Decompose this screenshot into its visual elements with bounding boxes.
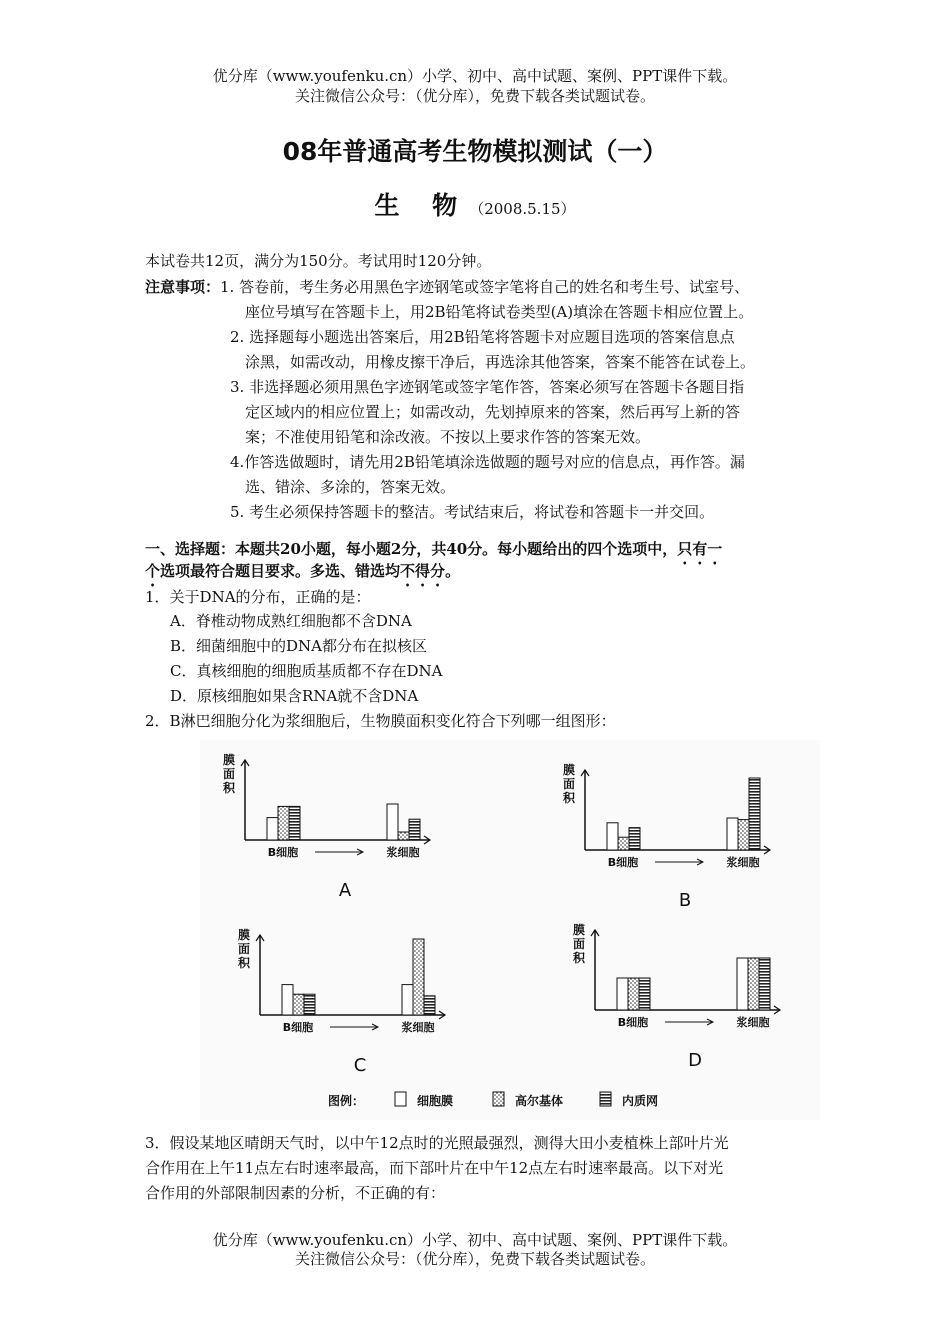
chart-panel-a (223, 752, 430, 901)
y-axis-label-char: 积 (563, 791, 576, 805)
q1-option-c: C．真核细胞的细胞质基质都不存在DNA (170, 662, 443, 680)
category-label: 浆细胞 (401, 1021, 435, 1034)
notice-item: 3. 非选择题必须用黑色字迹钢笔或签字笔作答，答案必须写在答题卡各题目指 (230, 378, 745, 396)
y-axis-label-char: 面 (223, 767, 236, 781)
section1-text: 符合题目要求。多选、错选均 (205, 562, 401, 580)
q1-option-b: B．细菌细胞中的DNA都分布在拟核区 (170, 637, 428, 655)
bar-golgi (413, 939, 424, 1015)
category-label: B细胞 (607, 856, 639, 869)
notice-item: 座位号填写在答题卡上，用2B铅笔将试卷类型(A)填涂在答题卡相应位置上。 (245, 303, 754, 321)
panel-label: A (338, 880, 352, 901)
membrane-area-charts (200, 740, 820, 1120)
membrane-area-figure (200, 740, 820, 1120)
notice-item: 涂黑，如需改动，用橡皮擦干净后，再选涂其他答案，答案不能答在试卷上。 (245, 353, 756, 371)
bar-golgi (748, 958, 759, 1010)
bar-golgi (738, 820, 749, 850)
notice-item: 5. 考生必须保持答题卡的整洁。考试结束后，将试卷和答题卡一并交回。 (230, 503, 715, 521)
section1-emphasis: 不得分 (400, 562, 446, 580)
y-axis-label-char: 积 (573, 951, 586, 965)
q1-option-a: A．脊椎动物成熟红细胞都不含DNA (170, 612, 412, 630)
y-axis-label-char: 膜 (573, 923, 586, 937)
q1-stem: 1．关于DNA的分布，正确的是： (145, 588, 371, 606)
bar-cell-membrane (267, 818, 278, 840)
bar-er (749, 778, 760, 850)
notice-item: 2. 选择题每小题选出答案后，用2B铅笔将答题卡对应题目选项的答案信息点 (230, 328, 735, 346)
notice-item: 4.作答选做题时，请先用2B铅笔填涂选做题的题号对应的信息点，再作答。漏 (230, 453, 745, 471)
category-label: 浆细胞 (736, 1016, 770, 1029)
legend-swatch (600, 1092, 611, 1106)
y-axis-label-char: 积 (238, 956, 251, 970)
exam-date: （2008.5.15） (469, 200, 576, 218)
category-label: 浆细胞 (726, 856, 760, 869)
y-axis-label-char: 积 (223, 781, 236, 795)
legend-entry: 细胞膜 (417, 1094, 454, 1108)
bar-cell-membrane (387, 804, 398, 840)
notice-item: 案；不准使用铅笔和涂改液。不按以上要求作答的答案无效。 (245, 428, 651, 446)
footer-line-1: 优分库（www.youfenku.cn）小学、初中、高中试题、案例、PPT课件下载。 (212, 1231, 738, 1249)
category-label: 浆细胞 (386, 846, 420, 859)
section1-emphasis: 只有一 (677, 540, 723, 558)
notice-row-1 (145, 278, 749, 296)
bar-cell-membrane (607, 823, 618, 850)
category-label: B细胞 (282, 1021, 314, 1034)
notice-label: 注意事项： (145, 278, 221, 296)
panel-label: D (688, 1050, 702, 1071)
bar-cell-membrane (402, 985, 413, 1015)
q3-line-1: 3．假设某地区晴朗天气时，以中午12点时的光照最强烈，测得大田小麦植株上部叶片光 (145, 1134, 729, 1152)
bar-cell-membrane (727, 818, 738, 850)
legend-swatch (493, 1092, 504, 1106)
category-label: B细胞 (617, 1016, 649, 1029)
y-axis-label-char: 膜 (563, 763, 576, 777)
notice-item: 选、错涂、多涂的，答案无效。 (245, 478, 456, 496)
y-axis-label-char: 面 (563, 777, 576, 791)
y-axis-label-char: 膜 (223, 753, 236, 767)
bar-er (289, 806, 300, 840)
chart-panel-b (563, 762, 770, 911)
chart-panel-d (573, 922, 780, 1071)
header-line-1: 优分库（www.youfenku.cn）小学、初中、高中试题、案例、PPT课件下载。 (212, 67, 738, 85)
bar-golgi (628, 978, 639, 1010)
legend-swatch (395, 1092, 406, 1106)
bar-cell-membrane (617, 978, 628, 1010)
y-axis-label-char: 面 (573, 937, 586, 951)
bar-er (629, 828, 640, 850)
legend-entry: 内质网 (622, 1094, 659, 1108)
panel-label: C (353, 1055, 367, 1076)
bar-cell-membrane (282, 985, 293, 1015)
y-axis-label-char: 面 (238, 942, 251, 956)
subject-name: 生 物 (374, 191, 470, 220)
section1-text: 一、选择题：本题共20小题，每小题2分，共40分。每小题给出的四个选项中， (145, 540, 678, 558)
section1-heading-line2 (145, 562, 460, 590)
bar-cell-membrane (737, 958, 748, 1010)
bar-er (409, 819, 420, 840)
page-title: 08年普通高考生物模拟测试（一） (282, 137, 668, 166)
legend-title: 图例： (328, 1094, 365, 1108)
q1-option-d: D．原核细胞如果含RNA就不含DNA (170, 687, 419, 705)
section1-text: 。 (445, 562, 461, 580)
bar-golgi (398, 832, 409, 840)
category-label: B细胞 (267, 846, 299, 859)
notice-item: 1. 答卷前，考生务必用黑色字迹钢笔或签字笔将自己的姓名和考生号、试室号、 (220, 278, 750, 296)
q2-stem: 2．B淋巴细胞分化为浆细胞后，生物膜面积变化符合下列哪一组图形： (145, 712, 616, 730)
intro-text: 本试卷共12页，满分为150分。考试用时120分钟。 (145, 252, 492, 270)
section1-emphasis: 个 (145, 562, 161, 580)
section1-text: 选项最 (160, 562, 206, 580)
bar-er (304, 994, 315, 1015)
chart-legend (328, 1092, 658, 1108)
bar-er (424, 996, 435, 1015)
footer-line-2: 关注微信公众号：（优分库），免费下载各类试题试卷。 (294, 1250, 655, 1268)
chart-panel-c (238, 927, 445, 1076)
q3-line-2: 合作用在上午11点左右时速率最高，而下部叶片在中午12点左右时速率最高。以下对光 (145, 1159, 724, 1177)
panel-label: B (678, 890, 692, 911)
legend-entry: 高尔基体 (515, 1094, 564, 1108)
q3-line-3: 合作用的外部限制因素的分析，不正确的有： (145, 1184, 446, 1202)
bar-er (759, 958, 770, 1010)
subtitle (0, 186, 950, 222)
y-axis-label-char: 膜 (238, 928, 251, 942)
bar-er (639, 978, 650, 1010)
header-line-2: 关注微信公众号：（优分库），免费下载各类试题试卷。 (294, 87, 655, 105)
bar-golgi (618, 837, 629, 850)
bar-golgi (293, 994, 304, 1015)
bar-golgi (278, 806, 289, 840)
notice-item: 定区域内的相应位置上；如需改动，先划掉原来的答案，然后再写上新的答 (245, 403, 741, 421)
